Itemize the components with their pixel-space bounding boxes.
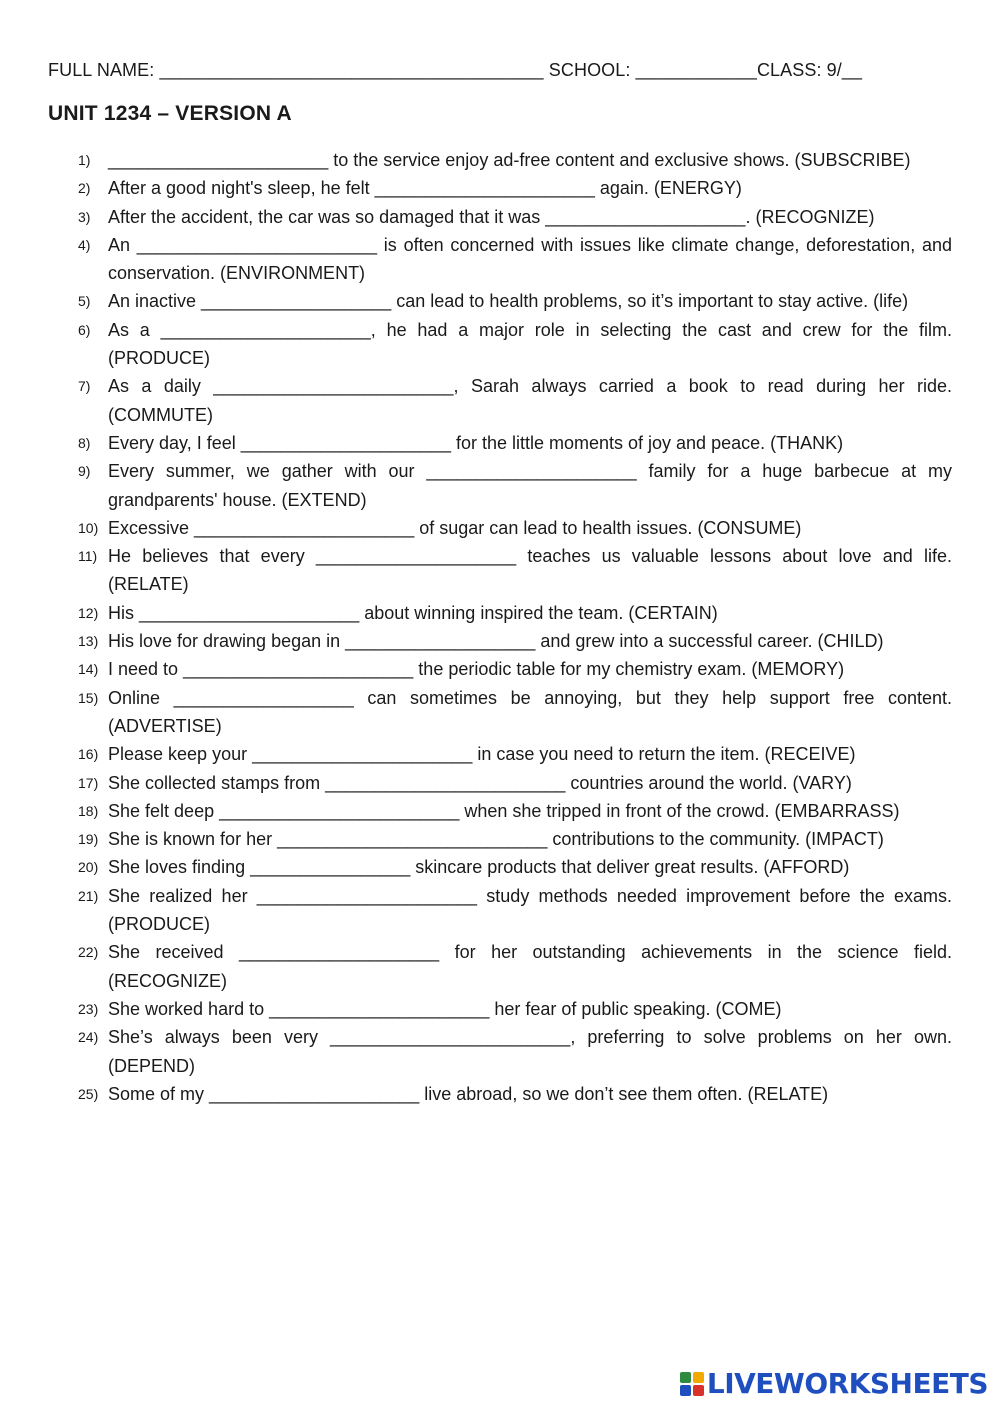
question-number: 21) xyxy=(78,887,99,904)
question-item xyxy=(78,995,952,1023)
question-item xyxy=(78,287,952,315)
question-number: 4) xyxy=(78,236,91,253)
question-number: 20) xyxy=(78,859,99,876)
question-number: 22) xyxy=(78,944,99,961)
question-number: 14) xyxy=(78,661,99,678)
question-list xyxy=(0,146,1000,1108)
question-text[interactable]: Excessive ______________________ of sugar can lead to health issues. (CONSUME) xyxy=(108,517,802,538)
question-number: 25) xyxy=(78,1085,99,1102)
question-text[interactable]: She loves finding ________________ skincare products that deliver great results. (AFFORD) xyxy=(108,857,850,878)
page-title: UNIT 1234 – VERSION A xyxy=(48,102,292,125)
question-number: 18) xyxy=(78,802,99,819)
question-number: 15) xyxy=(78,689,99,706)
question-text[interactable]: He believes that every ____________________ teaches us valuable lessons about love and life. (RELATE) xyxy=(108,546,952,595)
question-item xyxy=(78,231,952,288)
liveworksheets-logo xyxy=(680,1367,988,1400)
question-text[interactable]: She felt deep ________________________ when she tripped in front of the crowd. (EMBARRASS) xyxy=(108,800,900,821)
question-item xyxy=(78,599,952,627)
question-number: 6) xyxy=(78,321,91,338)
question-item xyxy=(78,1080,952,1108)
question-number: 7) xyxy=(78,378,91,395)
class-field[interactable]: CLASS: 9/__ xyxy=(756,60,863,80)
question-item xyxy=(78,542,952,599)
question-text[interactable]: An inactive ___________________ can lead to health problems, so it’s important to stay active. (life) xyxy=(108,291,909,312)
question-text[interactable]: She realized her ______________________ study methods needed improvement before the exams. (PRODUCE) xyxy=(108,885,952,935)
question-item xyxy=(78,655,952,683)
logo-square-icon xyxy=(680,1385,691,1396)
question-item xyxy=(78,316,952,373)
question-item xyxy=(78,429,952,457)
question-item xyxy=(78,882,952,939)
question-text[interactable]: She’s always been very ________________________, preferring to solve problems on her own. (DEPEND) xyxy=(108,1027,952,1076)
question-text[interactable]: Online __________________ can sometimes be annoying, but they help support free content. (ADVERTISE) xyxy=(108,687,952,736)
question-number: 10) xyxy=(78,519,99,536)
question-text[interactable]: She is known for her ___________________________ contributions to the community. (IMPACT) xyxy=(108,829,884,850)
school-field[interactable]: SCHOOL: ____________ xyxy=(548,60,757,80)
question-text[interactable]: His love for drawing began in ___________________ and grew into a successful career. (CHILD) xyxy=(108,631,884,652)
question-item xyxy=(78,684,952,741)
question-number: 12) xyxy=(78,604,99,621)
question-text[interactable]: After the accident, the car was so damaged that it was ____________________. (RECOGNIZE) xyxy=(108,206,875,227)
question-text[interactable]: Every day, I feel _____________________ for the little moments of joy and peace. (THANK) xyxy=(108,432,844,453)
question-text[interactable]: His ______________________ about winning inspired the team. (CERTAIN) xyxy=(108,602,718,623)
question-item xyxy=(78,1023,952,1080)
question-number: 23) xyxy=(78,1000,99,1017)
question-item xyxy=(78,146,952,174)
logo-square-icon xyxy=(693,1372,704,1383)
question-text[interactable]: As a daily ________________________, Sarah always carried a book to read during her ride. (COMMUTE) xyxy=(108,376,952,425)
question-item xyxy=(78,203,952,231)
question-text[interactable]: I need to _______________________ the periodic table for my chemistry exam. (MEMORY) xyxy=(108,659,845,680)
question-text[interactable]: She collected stamps from ________________________ countries around the world. (VARY) xyxy=(108,772,852,793)
question-item xyxy=(78,174,952,202)
question-text[interactable]: An ________________________ is often concerned with issues like climate change, deforestation, and conservation. (ENVIRONMENT) xyxy=(108,234,952,284)
question-number: 3) xyxy=(78,208,91,225)
question-number: 17) xyxy=(78,774,99,791)
question-number: 2) xyxy=(78,180,91,197)
logo-text: LIVEWORKSHEETS xyxy=(706,1367,988,1400)
logo-square-icon xyxy=(680,1372,691,1383)
question-number: 19) xyxy=(78,831,99,848)
question-item xyxy=(78,372,952,429)
question-text[interactable]: ______________________ to the service enjoy ad-free content and exclusive shows. (SUBSCRIBE) xyxy=(108,150,911,170)
question-number: 16) xyxy=(78,746,99,763)
question-text[interactable]: Every summer, we gather with our _____________________ family for a huge barbecue at my grandparents' house. (EXTEND) xyxy=(108,461,952,510)
question-number: 9) xyxy=(78,463,91,480)
question-number: 24) xyxy=(78,1029,99,1046)
question-item xyxy=(78,627,952,655)
question-number: 11) xyxy=(78,548,98,565)
question-item xyxy=(78,514,952,542)
full-name-field[interactable]: FULL NAME: ______________________________________ xyxy=(48,60,544,80)
logo-mark-icon xyxy=(680,1372,704,1396)
question-item xyxy=(78,740,952,768)
question-item xyxy=(78,769,952,797)
question-text[interactable]: She received ____________________ for her outstanding achievements in the science field. (RECOGNIZE) xyxy=(108,942,952,991)
question-text[interactable]: As a _____________________, he had a major role in selecting the cast and crew for the film. (PRODUCE) xyxy=(108,319,952,369)
question-text[interactable]: After a good night's sleep, he felt ______________________ again. (ENERGY) xyxy=(108,178,742,199)
question-item xyxy=(78,797,952,825)
question-number: 1) xyxy=(78,152,91,168)
question-item xyxy=(78,457,952,514)
question-item xyxy=(78,938,952,995)
question-number: 5) xyxy=(78,293,91,310)
question-item xyxy=(78,825,952,853)
logo-square-icon xyxy=(693,1385,704,1396)
question-item xyxy=(78,853,952,881)
question-number: 8) xyxy=(78,434,91,451)
question-text[interactable]: Some of my _____________________ live abroad, so we don’t see them often. (RELATE) xyxy=(108,1083,829,1104)
question-number: 13) xyxy=(78,633,99,650)
question-text[interactable]: Please keep your ______________________ in case you need to return the item. (RECEIVE) xyxy=(108,744,856,765)
student-info-header xyxy=(48,60,948,81)
question-text[interactable]: She worked hard to ______________________ her fear of public speaking. (COME) xyxy=(108,998,782,1019)
